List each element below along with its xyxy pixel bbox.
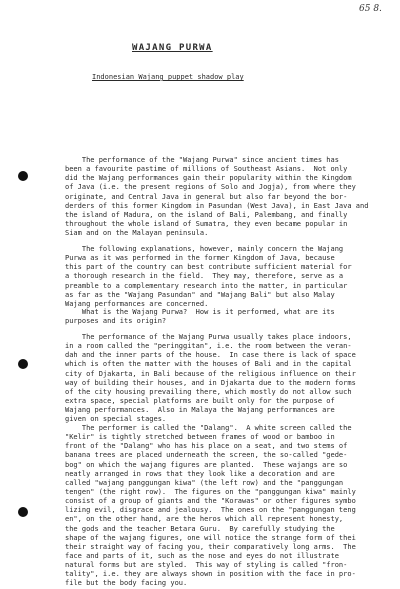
text-line: which is often the matter with the houses of Bali and in the capital: [65, 360, 352, 369]
paragraph-4: [65, 333, 395, 424]
text-line: Purwa as it was performed in the former Kingdom of Java, because: [65, 254, 335, 263]
text-line: way of building their houses, and in Djakarta due to the modern forms: [65, 378, 356, 387]
text-line: of Java (i.e. the present regions of Solo and Jogja), from where they: [65, 183, 356, 192]
text-line: preamble to a complementary research into the matter, in particular: [65, 281, 348, 290]
text-line: Wajang performances. Also in Malaya the Wajang performances are: [65, 406, 335, 415]
text-line: been a favourite pastime of millions of Southeast Asians. Not only: [65, 165, 348, 174]
paragraph-1: [65, 156, 395, 238]
text-line: "Kelir" is tightly stretched between frames of wood or bamboo in: [65, 433, 335, 442]
text-line: the island of Madura, on the island of Bali, Palembang, and finally: [65, 210, 348, 219]
text-line: this part of the country can best contribute sufficient material for: [65, 263, 352, 272]
text-line: lizing evil, disgrace and jealousy. The ones on the "panggungan teng: [65, 506, 356, 515]
text-line: extra space, special platforms are built only for the purpose of: [65, 396, 335, 405]
text-line: natural forms but are styled. This way of styling is called "fron-: [65, 561, 348, 570]
text-line: the gods and the teacher Betara Guru. By carefully studying the: [65, 524, 335, 533]
text-line: of the city housing prevailing there, which mostly do not allow such: [65, 387, 352, 396]
text-line: in a room called the "peringgitan", i.e. the room between the veran-: [65, 342, 352, 351]
text-line: a thorough research in the field. They may, therefore, serve as a: [65, 272, 344, 281]
text-line: front of the "Dalang" who has his place on a seat, and two stems of: [65, 442, 348, 451]
text-line: originate, and Central Java in general but also far beyond the bor-: [65, 192, 348, 201]
text-line: Siam and on the Malayan peninsula.: [65, 229, 209, 238]
paragraph-2: [65, 245, 395, 309]
text-line: shape of the wajang figures, one will notice the strange form of thei: [65, 533, 356, 542]
text-line: consist of a group of giants and the "Korawas" or other figures symbo: [65, 497, 356, 506]
text-line: purposes and its origin?: [65, 317, 167, 326]
text-line: derders of this former Kingdom in Pasundan (West Java), in East Java and: [65, 201, 369, 210]
text-line: banana trees are placed underneath the screen, the so-called "gede-: [65, 451, 348, 460]
text-line: neatly arranged in rows that they look like a decoration and are: [65, 469, 335, 478]
text-line: The performer is called the "Dalang". A white screen called the: [65, 424, 352, 432]
text-line: city of Djakarta, in Bali because of the religious influence on their: [65, 369, 356, 378]
page-number: 65 8.: [359, 4, 382, 14]
text-line: tengen" (the right row). The figures on the "panggungan kiwa" mainly: [65, 487, 356, 496]
text-line: What is the Wajang Purwa? How is it performed, what are its: [65, 308, 335, 316]
text-line: called "wajang panggungan kiwa" (the left row) and the "panggungan: [65, 478, 344, 487]
document-title: WAJANG PURWA: [132, 43, 213, 53]
binder-hole: [18, 507, 28, 517]
document-subtitle: Indonesian Wajang puppet shadow play: [92, 73, 244, 81]
text-line: file but the body facing you.: [65, 579, 188, 588]
paragraph-5: [65, 424, 395, 589]
binder-hole: [18, 171, 28, 181]
text-line: did the Wajang performances gain their popularity within the Kingdom: [65, 174, 352, 183]
text-line: The performance of the "Wajang Purwa" since ancient times has: [65, 156, 339, 164]
text-line: Wajang performances are concerned.: [65, 299, 209, 308]
text-line: tality", i.e. they are always shown in position with the face in pro-: [65, 570, 356, 579]
text-line: face and parts of it, such as the nose and eyes do not illustrate: [65, 551, 339, 560]
binder-hole: [18, 359, 28, 369]
text-line: The performance of the Wajang Purwa usually takes place indoors,: [65, 333, 352, 341]
text-line: as far as the "Wajang Pasundan" and "Wajang Bali" but also Malay: [65, 290, 335, 299]
text-line: given on special stages.: [65, 415, 167, 424]
text-line: en", on the other hand, are the heros which all represent honesty,: [65, 515, 344, 524]
paragraph-3: [65, 308, 395, 326]
text-line: bog" on which the wajang figures are planted. These wajangs are so: [65, 460, 348, 469]
text-line: their straight way of facing you, their comparatively long arms. The: [65, 542, 356, 551]
text-line: The following explanations, however, mainly concern the Wajang: [65, 245, 344, 253]
text-line: throughout the whole island of Sumatra, they even became popular in: [65, 219, 348, 228]
text-line: dah and the inner parts of the house. In case there is lack of space: [65, 351, 356, 360]
